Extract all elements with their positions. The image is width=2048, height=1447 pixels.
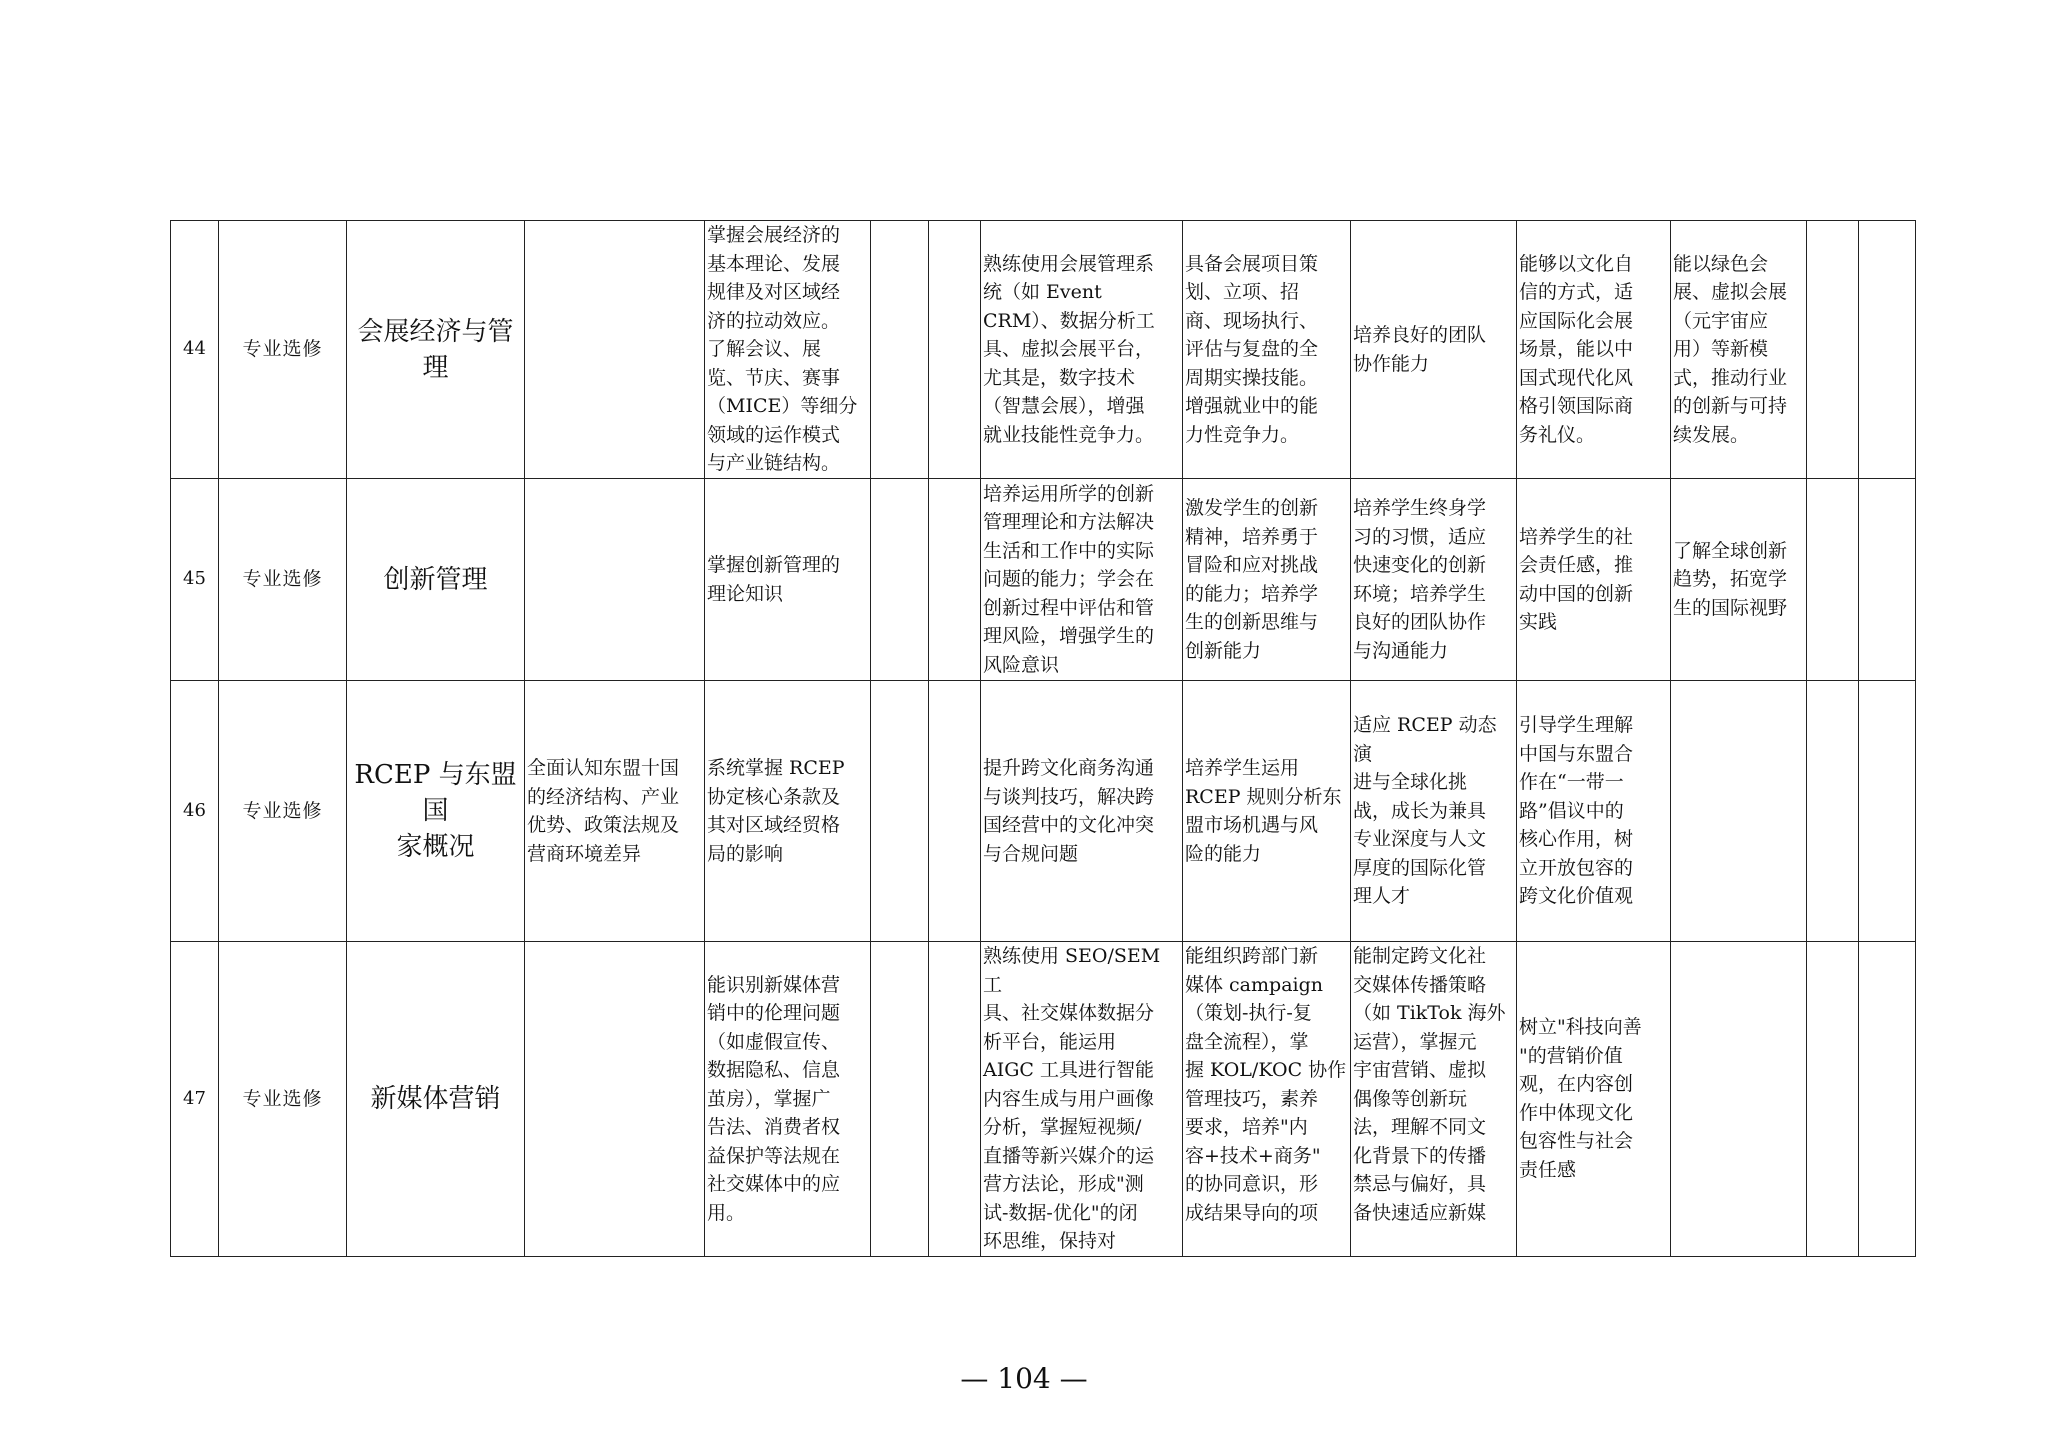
course-type: 专业选修 [219,221,347,479]
cell-col11: 培养学生的社 会责任感，推 动中国的创新 实践 [1517,479,1671,681]
course-name: 会展经济与管 理 [347,221,525,479]
cell-col8: 提升跨文化商务沟通 与谈判技巧，解决跨 国经营中的文化冲突 与合规问题 [981,681,1183,942]
cell-col5: 掌握会展经济的 基本理论、发展 规律及对区域经 济的拉动效应。 了解会议、展 览、节庆、赛事 （MICE）等细分 领域的运作模式 与产业链结构。 [705,221,871,479]
cell-col14 [1859,479,1916,681]
table-row [171,479,1916,681]
course-type: 专业选修 [219,942,347,1257]
cell-col4 [525,479,705,681]
cell-col12 [1671,942,1807,1257]
cell-col9: 具备会展项目策 划、立项、招 商、现场执行、 评估与复盘的全 周期实操技能。 增强就业中的能 力性竞争力。 [1183,221,1351,479]
course-outcomes-table [170,220,1916,1257]
row-number: 46 [171,681,219,942]
cell-col11: 能够以文化自 信的方式，适 应国际化会展 场景，能以中 国式现代化风 格引领国际商 务礼仪。 [1517,221,1671,479]
course-type: 专业选修 [219,681,347,942]
cell-col13 [1807,942,1859,1257]
cell-col13 [1807,681,1859,942]
cell-col7 [929,479,981,681]
cell-col10: 适应 RCEP 动态演 进与全球化挑 战，成长为兼具 专业深度与人文 厚度的国际化管 理人才 [1351,681,1517,942]
course-type: 专业选修 [219,479,347,681]
cell-col7 [929,681,981,942]
table-row [171,221,1916,479]
cell-col5: 系统掌握 RCEP 协定核心条款及 其对区域经贸格 局的影响 [705,681,871,942]
cell-col8: 熟练使用 SEO/SEM 工 具、社交媒体数据分 析平台，能运用 AIGC 工具进行智能 内容生成与用户画像 分析，掌握短视频/ 直播等新兴媒介的运 营方法论，形成"测 试-数据-优化"的闭 环思维，保持对 [981,942,1183,1257]
course-name: 创新管理 [347,479,525,681]
course-name: 新媒体营销 [347,942,525,1257]
table-row [171,942,1916,1257]
cell-col6 [871,479,929,681]
cell-col11: 引导学生理解 中国与东盟合 作在“一带一 路”倡议中的 核心作用，树 立开放包容的 跨文化价值观 [1517,681,1671,942]
cell-col6 [871,681,929,942]
cell-col12: 能以绿色会 展、虚拟会展 （元宇宙应 用）等新模 式，推动行业 的创新与可持 续发展。 [1671,221,1807,479]
cell-col9: 培养学生运用 RCEP 规则分析东 盟市场机遇与风 险的能力 [1183,681,1351,942]
cell-col6 [871,221,929,479]
row-number: 44 [171,221,219,479]
cell-col7 [929,942,981,1257]
cell-col4 [525,942,705,1257]
cell-col4 [525,221,705,479]
cell-col10: 培养良好的团队 协作能力 [1351,221,1517,479]
cell-col13 [1807,479,1859,681]
row-number: 45 [171,479,219,681]
course-name: RCEP 与东盟国 家概况 [347,681,525,942]
cell-col10: 能制定跨文化社 交媒体传播策略 （如 TikTok 海外 运营），掌握元 宇宙营销、虚拟 偶像等创新玩 法，理解不同文 化背景下的传播 禁忌与偏好，具 备快速适应新媒 [1351,942,1517,1257]
cell-col8: 熟练使用会展管理系 统（如 Event CRM）、数据分析工 具、虚拟会展平台， 尤其是，数字技术 （智慧会展），增强 就业技能性竞争力。 [981,221,1183,479]
cell-col13 [1807,221,1859,479]
cell-col10: 培养学生终身学 习的习惯，适应 快速变化的创新 环境；培养学生 良好的团队协作 与沟通能力 [1351,479,1517,681]
cell-col14 [1859,942,1916,1257]
cell-col14 [1859,221,1916,479]
cell-col9: 激发学生的创新 精神，培养勇于 冒险和应对挑战 的能力；培养学 生的创新思维与 创新能力 [1183,479,1351,681]
cell-col8: 培养运用所学的创新 管理理论和方法解决 生活和工作中的实际 问题的能力；学会在 创新过程中评估和管 理风险，增强学生的 风险意识 [981,479,1183,681]
cell-col11: 树立"科技向善 "的营销价值 观，在内容创 作中体现文化 包容性与社会 责任感 [1517,942,1671,1257]
cell-col5: 掌握创新管理的 理论知识 [705,479,871,681]
cell-col6 [871,942,929,1257]
cell-col14 [1859,681,1916,942]
row-number: 47 [171,942,219,1257]
cell-col4: 全面认知东盟十国 的经济结构、产业 优势、政策法规及 营商环境差异 [525,681,705,942]
cell-col5: 能识别新媒体营 销中的伦理问题 （如虚假宣传、 数据隐私、信息 茧房），掌握广 告法、消费者权 益保护等法规在 社交媒体中的应 用。 [705,942,871,1257]
table-row [171,681,1916,942]
cell-col7 [929,221,981,479]
cell-col12: 了解全球创新 趋势，拓宽学 生的国际视野 [1671,479,1807,681]
cell-col9: 能组织跨部门新 媒体 campaign （策划-执行-复 盘全流程），掌 握 KOL/KOC 协作 管理技巧，素养 要求，培养"内 容+技术+商务" 的协同意识，形 成结果导向的项 [1183,942,1351,1257]
cell-col12 [1671,681,1807,942]
page-number: — 104 — [960,1362,1088,1395]
